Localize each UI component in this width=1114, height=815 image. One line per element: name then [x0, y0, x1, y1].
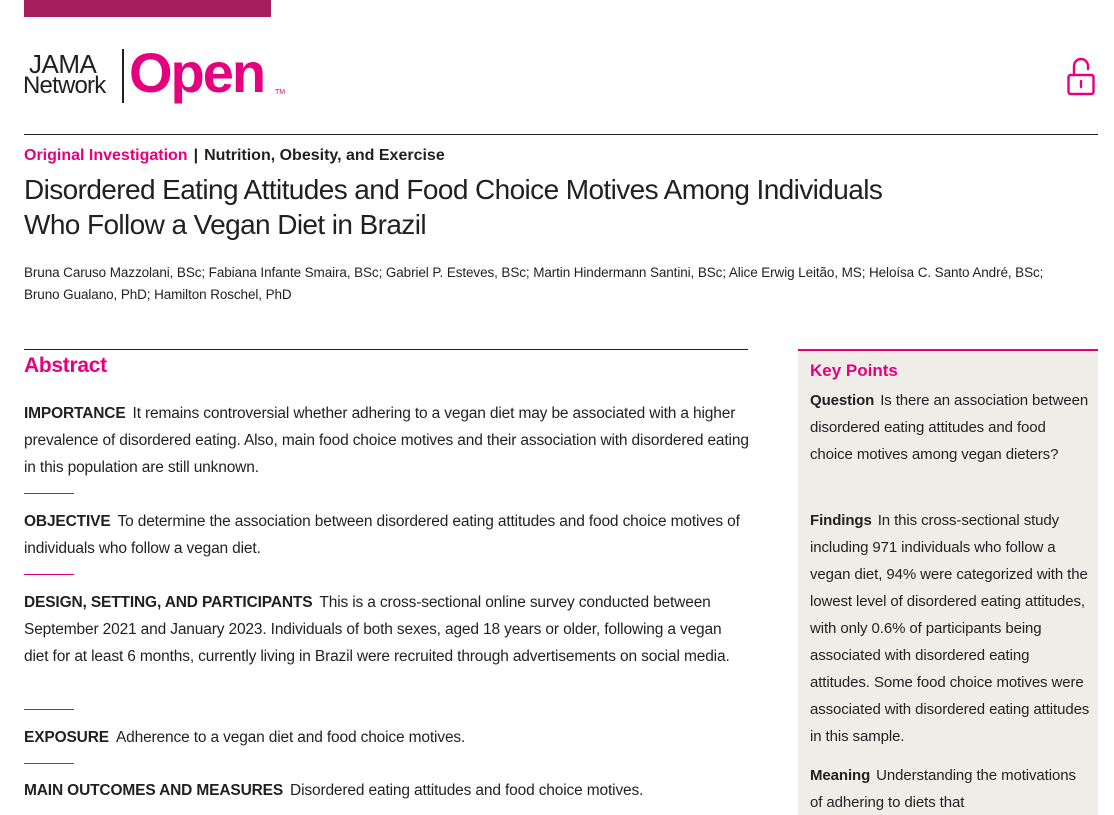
abstract-rule: [24, 349, 748, 350]
section-divider: [24, 709, 74, 710]
key-point-question: [810, 387, 1092, 468]
section-label: IMPORTANCE: [24, 405, 126, 422]
logo-open-text: Open: [129, 41, 265, 104]
article-topic: Nutrition, Obesity, and Exercise: [204, 147, 445, 164]
section-label: EXPOSURE: [24, 729, 109, 746]
article-title: [24, 172, 1024, 242]
section-label: MAIN OUTCOMES AND MEASURES: [24, 782, 284, 799]
key-point-label: Meaning: [810, 767, 871, 784]
kicker-separator: |: [193, 147, 199, 164]
section-label: DESIGN, SETTING, AND PARTICIPANTS: [24, 594, 313, 611]
author-list: [24, 262, 1099, 306]
jama-network-open-logo: [23, 41, 293, 105]
logo-divider: [122, 49, 124, 103]
abstract-main-outcomes: [24, 777, 749, 804]
key-points-heading: Key Points: [810, 361, 898, 380]
section-divider: [24, 493, 74, 494]
title-line-2: Who Follow a Vegan Diet in Brazil: [24, 209, 426, 240]
logo-trademark: TM: [275, 89, 286, 96]
section-text: This is a cross-sectional online survey conducted between September 2021 and January 2023. Individuals of both sexes, aged 18 years or older, following a vegan diet for at least 6 months, currently living in Brazil were recruited through advertisements on social media.: [24, 594, 730, 665]
logo-network-text: Network: [23, 72, 106, 99]
key-point-findings: [810, 507, 1092, 750]
header-rule: [24, 134, 1098, 135]
section-divider: [24, 763, 74, 764]
key-point-label: Question: [810, 392, 875, 409]
key-point-label: Findings: [810, 512, 872, 529]
abstract-exposure: [24, 724, 749, 751]
top-accent-bar: [24, 0, 271, 17]
section-text: It remains controversial whether adhering to a vegan diet may be associated with a higher prevalence of disordered eating. Also, main food choice motives and their association with disordered eating in this population are still unknown.: [24, 405, 749, 476]
key-points-box: [798, 349, 1098, 815]
section-text: To determine the association between disordered eating attitudes and food choice motives of individuals who follow a vegan diet.: [24, 513, 740, 557]
logo-jama-text: JAMA: [29, 49, 97, 79]
abstract-design-setting-participants: [24, 589, 749, 670]
authors-line-1: Bruna Caruso Mazzolani, BSc; Fabiana Infante Smaira, BSc; Gabriel P. Esteves, BSc; Martin Hindermann Santini, BSc; Alice Erwig Leitão, MS; Heloísa C. Santo André, BSc;: [24, 265, 1044, 280]
key-point-text: Understanding the motivations of adhering to diets that: [810, 767, 1076, 811]
abstract-heading: Abstract: [24, 354, 107, 377]
abstract-importance: [24, 400, 749, 481]
key-point-text: Is there an association between disordered eating attitudes and food choice motives among vegan dieters?: [810, 392, 1089, 463]
section-text: Adherence to a vegan diet and food choice motives.: [115, 729, 466, 746]
section-label: OBJECTIVE: [24, 513, 111, 530]
section-divider: [24, 574, 74, 575]
authors-line-2: Bruno Gualano, PhD; Hamilton Roschel, PhD: [24, 287, 292, 302]
article-kicker: [24, 146, 445, 166]
open-lock-icon: [1065, 55, 1097, 97]
abstract-objective: [24, 508, 749, 562]
title-line-1: Disordered Eating Attitudes and Food Choice Motives Among Individuals: [24, 174, 883, 205]
article-type: Original Investigation: [24, 147, 188, 164]
key-point-text: In this cross-sectional study including 971 individuals who follow a vegan diet, 94% were categorized with the lowest level of disordered eating attitudes, with only 0.6% of participants being associated with disordered eating attitudes. Some food choice motives were associated with disordered eating attitudes in this sample.: [810, 512, 1090, 745]
key-point-meaning: [810, 762, 1092, 815]
section-text: Disordered eating attitudes and food choice motives.: [290, 782, 644, 799]
